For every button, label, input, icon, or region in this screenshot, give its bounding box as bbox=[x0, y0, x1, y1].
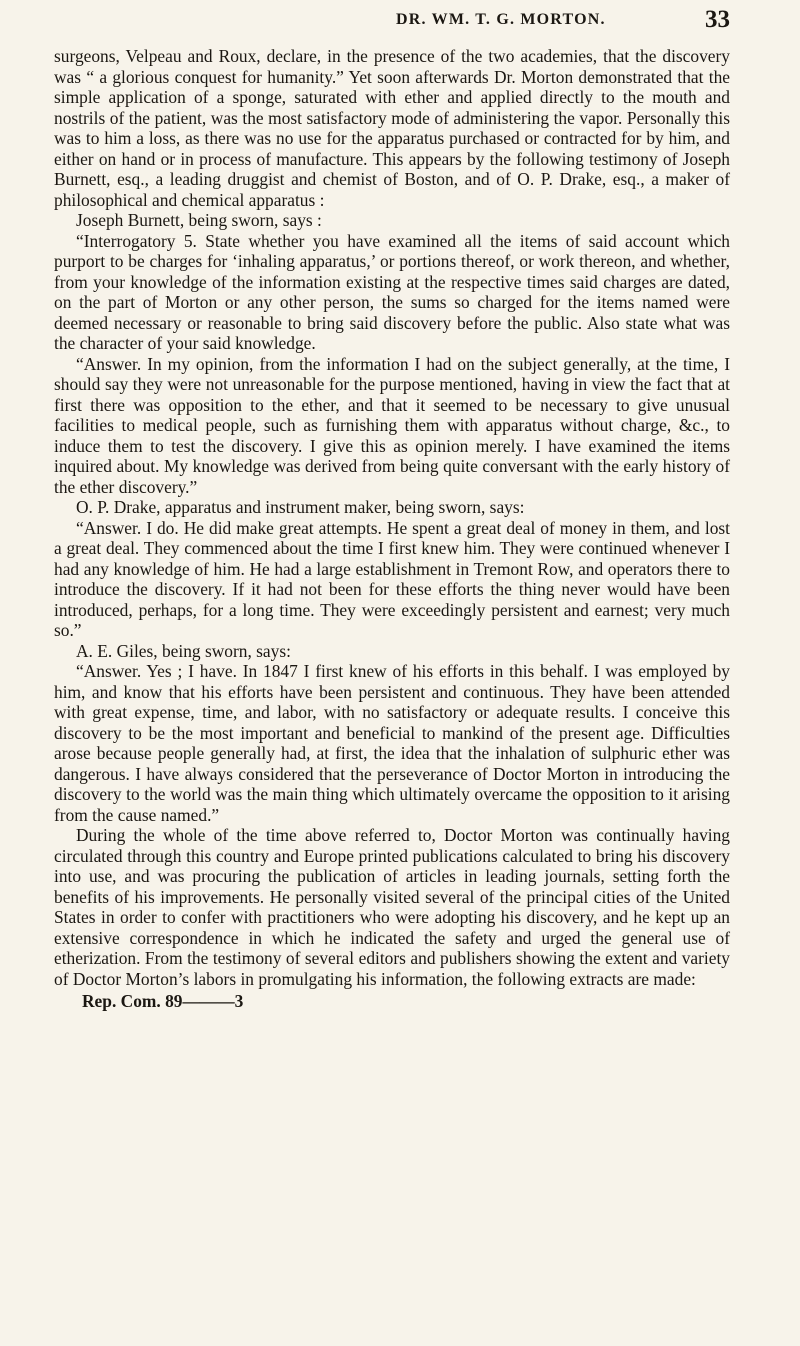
page-number: 33 bbox=[705, 6, 730, 33]
paragraph-burnett-sworn: Joseph Burnett, being sworn, says : bbox=[76, 210, 322, 230]
body-text bbox=[54, 46, 730, 989]
running-head: DR. WM. T. G. MORTON. bbox=[396, 11, 606, 28]
paragraph-giles-sworn: A. E. Giles, being sworn, says: bbox=[76, 640, 291, 661]
paragraph-drake-sworn: O. P. Drake, apparatus and instrument maker, being sworn, says: bbox=[76, 497, 525, 517]
signature-line: Rep. Com. 89———3 bbox=[82, 991, 244, 1011]
paragraph-interrogatory-5: “Interrogatory 5. State whether you have examined all the items of said account which purport to be charges for ‘inhaling apparatus,’ or portions thereof, or work thereon, and whether, from your knowledge of the information existing at the respective times said charges are dated, on the part of Morton or any other person, the sums so charged for the items named were deemed necessary or reasonable to bring said discovery before the public. Also state what was the character of your said knowledge. bbox=[54, 230, 730, 353]
paragraph-continuation: surgeons, Velpeau and Roux, declare, in the presence of the two academies, that the discovery was “ a glorious conquest for humanity.” Yet soon afterwards Dr. Morton demonstrated that the simple application of a sponge, saturated with ether and applied directly to the mouth and nostrils of the patient, was the most satisfactory mode of administering the vapor. Personally this was to him a loss, as there was no use for the apparatus purchased or contracted for by him, and either on hand or in process of manufacture. This appears by the following testimony of Joseph Burnett, esq., a leading druggist and chemist of Boston, and of O. P. Drake, esq., a maker of philosophical and chemical apparatus : bbox=[54, 46, 730, 210]
paragraph-giles-answer: “Answer. Yes ; I have. In 1847 I first knew of his efforts in this behalf. I was employed by him, and know that his efforts have been persistent and continuous. They have been attended with great expense, time, and labor, with no satisfactory or adequate results. I conceive this discovery to be the most important and beneficial to mankind of the present age. Difficulties arose because people generally had, at first, the idea that the inhalation of sulphuric ether was dangerous. I have always considered that the perseverance of Doctor Morton in introducing the discovery to the world was the main thing which ultimately overcame the opposition to it arising from the cause named.” bbox=[54, 661, 730, 825]
paragraph-publications: During the whole of the time above referred to, Doctor Morton was continually having circulated through this country and Europe printed publications calculated to bring his discovery into use, and was procuring the publication of articles in leading journals, setting forth the benefits of his improvements. He personally visited several of the principal cities of the United States in order to confer with practitioners who were adopting his discovery, and he kept up an extensive correspondence in which he indicated the safety and urged the general use of etherization. From the testimony of several editors and publishers showing the extent and variety of Doctor Morton’s labors in promulgating his information, the following extracts are made: bbox=[54, 825, 730, 989]
paragraph-drake-answer: “Answer. I do. He did make great attempts. He spent a great deal of money in them, and lost a great deal. They commenced about the time I first knew him. They were continued whenever I had any knowledge of him. He had a large establishment in Tremont Row, and operators there to introduce the discovery. If it had not been for these efforts the thing never would have been introduced, perhaps, for a long time. They were exceedingly persistent and earnest; very much so.” bbox=[54, 517, 730, 640]
page-header bbox=[54, 0, 730, 46]
paragraph-burnett-answer: “Answer. In my opinion, from the information I had on the subject generally, at the time, I should say they were not unreasonable for the purpose mentioned, having in view the fact that at first there was opposition to the ether, and that it seemed to be necessary to give unusual facilities to medical people, such as furnishing them with apparatus without charge, &c., to induce them to test the discovery. I give this as opinion merely. I have examined the items inquired about. My knowledge was derived from being quite conversant with the early history of the ether discovery.” bbox=[54, 353, 730, 497]
